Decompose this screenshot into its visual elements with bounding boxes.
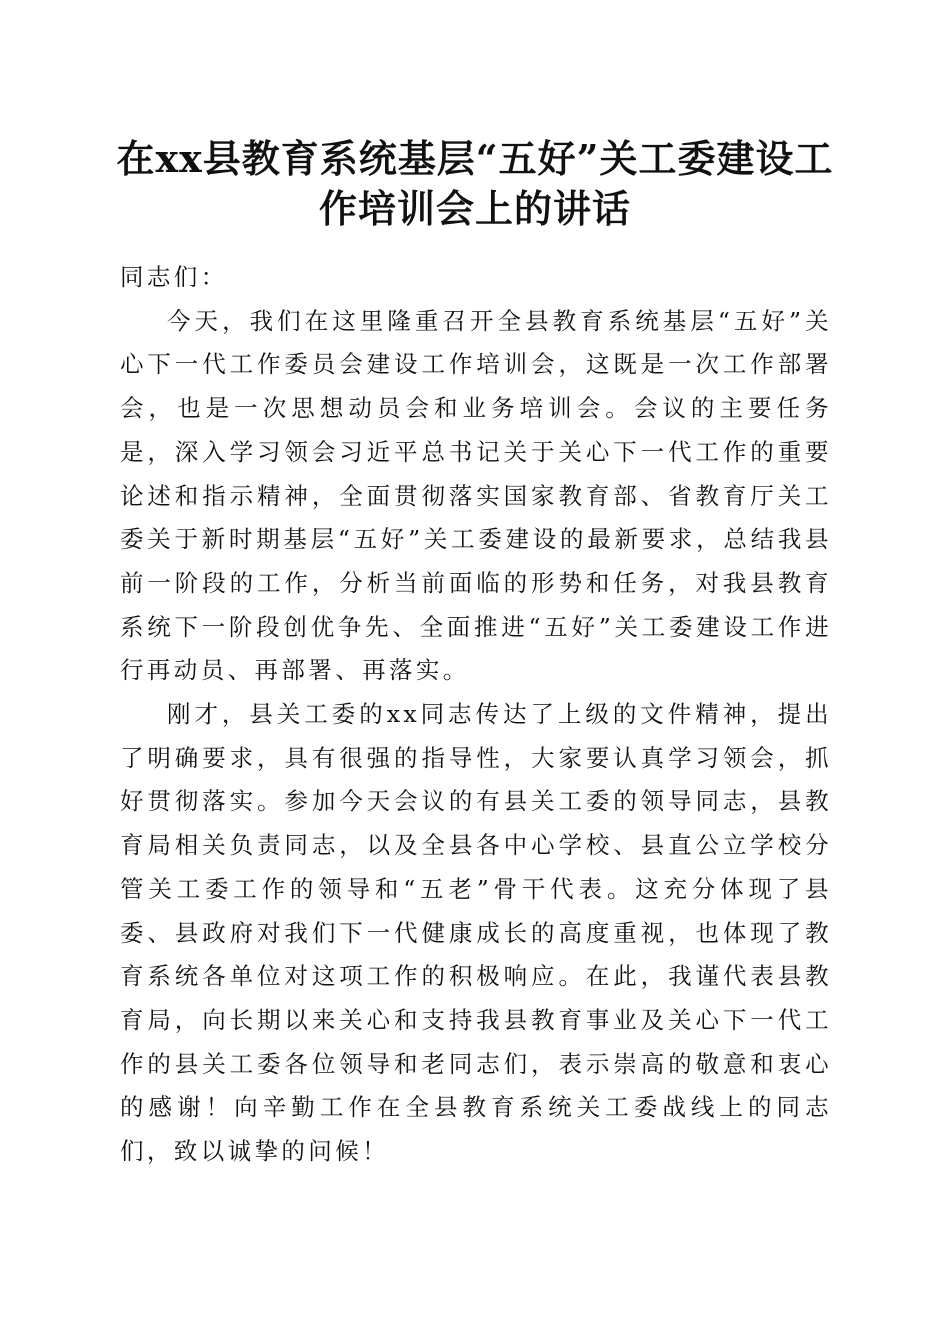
paragraph-1: 今天，我们在这里隆重召开全县教育系统基层“五好”关心下一代工作委员会建设工作培训会，这既是一次工作部署会，也是一次思想动员会和业务培训会。会议的主要任务是，深入学习领会习近平总书记关于关心下一代工作的重要论述和指示精神，全面贯彻落实国家教育部、省教育厅关工委关于新时期基层“五好”关工委建设的最新要求，总结我县前一阶段的工作，分析当前面临的形势和任务，对我县教育系统下一阶段创优争先、全面推进“五好”关工委建设工作进行再动员、再部署、再落实。 — [120, 306, 832, 685]
salutation: 同志们： — [120, 263, 228, 291]
title-line-1: 在xx县教育系统基层“五好”关工委建设工 — [116, 136, 834, 181]
document-body — [120, 256, 832, 1174]
title-line-2: 作培训会上的讲话 — [318, 186, 631, 231]
paragraph-2: 刚才，县关工委的xx同志传达了上级的文件精神，提出了明确要求，具有很强的指导性，大家要认真学习领会，抓好贯彻落实。参加今天会议的有县关工委的领导同志，县教育局相关负责同志，以及全县各中心学校、县直公立学校分管关工委工作的领导和“五老”骨干代表。这充分体现了县委、县政府对我们下一代健康成长的高度重视，也体现了教育系统各单位对这项工作的积极响应。在此，我谨代表县教育局，向长期以来关心和支持我县教育事业及关心下一代工作的县关工委各位领导和老同志们，表示崇高的敬意和衷心的感谢！向辛勤工作在全县教育系统关工委战线上的同志们，致以诚挚的问候！ — [120, 700, 832, 1166]
document-title — [100, 134, 850, 234]
